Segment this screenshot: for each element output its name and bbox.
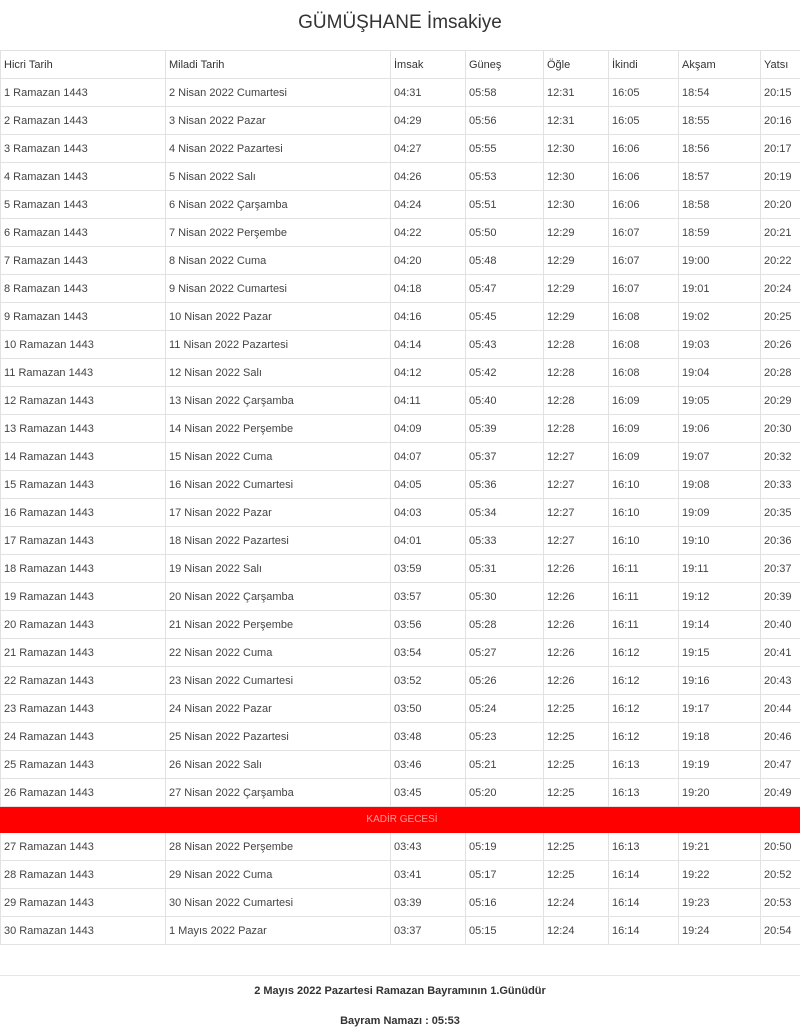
- cell-miladi: 23 Nisan 2022 Cumartesi: [166, 667, 391, 695]
- kadir-gecesi-label: KADİR GECESİ: [1, 807, 800, 833]
- cell-yatsi: 20:22: [761, 247, 800, 275]
- cell-ikindi: 16:11: [609, 583, 679, 611]
- cell-aksam: 18:59: [679, 219, 761, 247]
- cell-hicri: 3 Ramazan 1443: [1, 135, 166, 163]
- cell-miladi: 9 Nisan 2022 Cumartesi: [166, 275, 391, 303]
- cell-aksam: 18:55: [679, 107, 761, 135]
- cell-hicri: 6 Ramazan 1443: [1, 219, 166, 247]
- cell-hicri: 15 Ramazan 1443: [1, 471, 166, 499]
- cell-hicri: 19 Ramazan 1443: [1, 583, 166, 611]
- cell-hicri: 24 Ramazan 1443: [1, 723, 166, 751]
- cell-ogle: 12:29: [544, 247, 609, 275]
- cell-yatsi: 20:33: [761, 471, 800, 499]
- cell-gunes: 05:53: [466, 163, 544, 191]
- cell-ikindi: 16:13: [609, 779, 679, 807]
- cell-aksam: 19:22: [679, 861, 761, 889]
- cell-ogle: 12:25: [544, 833, 609, 861]
- cell-miladi: 30 Nisan 2022 Cumartesi: [166, 889, 391, 917]
- cell-hicri: 1 Ramazan 1443: [1, 79, 166, 107]
- cell-ogle: 12:28: [544, 359, 609, 387]
- cell-ogle: 12:27: [544, 527, 609, 555]
- cell-ikindi: 16:09: [609, 443, 679, 471]
- cell-ogle: 12:25: [544, 695, 609, 723]
- cell-hicri: 27 Ramazan 1443: [1, 833, 166, 861]
- cell-yatsi: 20:50: [761, 833, 800, 861]
- cell-miladi: 2 Nisan 2022 Cumartesi: [166, 79, 391, 107]
- cell-hicri: 23 Ramazan 1443: [1, 695, 166, 723]
- cell-imsak: 04:18: [391, 275, 466, 303]
- cell-ogle: 12:26: [544, 555, 609, 583]
- table-row: [1, 331, 800, 359]
- column-header-ikindi: İkindi: [609, 51, 679, 79]
- page-title: GÜMÜŞHANE İmsakiye: [298, 12, 502, 33]
- cell-miladi: 25 Nisan 2022 Pazartesi: [166, 723, 391, 751]
- cell-ogle: 12:26: [544, 639, 609, 667]
- cell-ikindi: 16:08: [609, 359, 679, 387]
- cell-imsak: 03:48: [391, 723, 466, 751]
- bayram-note: 2 Mayıs 2022 Pazartesi Ramazan Bayramının 1.Günüdür: [254, 985, 546, 997]
- cell-gunes: 05:20: [466, 779, 544, 807]
- column-header-aksam: Akşam: [679, 51, 761, 79]
- cell-imsak: 03:39: [391, 889, 466, 917]
- cell-aksam: 19:21: [679, 833, 761, 861]
- cell-gunes: 05:26: [466, 667, 544, 695]
- cell-hicri: 11 Ramazan 1443: [1, 359, 166, 387]
- cell-miladi: 13 Nisan 2022 Çarşamba: [166, 387, 391, 415]
- cell-gunes: 05:31: [466, 555, 544, 583]
- cell-hicri: 7 Ramazan 1443: [1, 247, 166, 275]
- cell-aksam: 19:17: [679, 695, 761, 723]
- cell-aksam: 19:02: [679, 303, 761, 331]
- cell-aksam: 19:15: [679, 639, 761, 667]
- cell-imsak: 03:52: [391, 667, 466, 695]
- cell-ogle: 12:26: [544, 611, 609, 639]
- table-row: [1, 639, 800, 667]
- cell-imsak: 03:43: [391, 833, 466, 861]
- cell-ikindi: 16:06: [609, 135, 679, 163]
- table-row: [1, 861, 800, 889]
- cell-ogle: 12:25: [544, 779, 609, 807]
- cell-miladi: 3 Nisan 2022 Pazar: [166, 107, 391, 135]
- cell-gunes: 05:47: [466, 275, 544, 303]
- cell-ogle: 12:31: [544, 79, 609, 107]
- cell-gunes: 05:24: [466, 695, 544, 723]
- cell-ogle: 12:26: [544, 667, 609, 695]
- cell-ikindi: 16:12: [609, 639, 679, 667]
- bayram-namazi: Bayram Namazı : 05:53: [340, 1015, 460, 1027]
- cell-yatsi: 20:52: [761, 861, 800, 889]
- cell-gunes: 05:43: [466, 331, 544, 359]
- cell-miladi: 24 Nisan 2022 Pazar: [166, 695, 391, 723]
- cell-yatsi: 20:36: [761, 527, 800, 555]
- cell-yatsi: 20:41: [761, 639, 800, 667]
- cell-ikindi: 16:14: [609, 917, 679, 945]
- cell-ikindi: 16:07: [609, 219, 679, 247]
- cell-imsak: 03:50: [391, 695, 466, 723]
- table-row: [1, 611, 800, 639]
- cell-ikindi: 16:06: [609, 163, 679, 191]
- cell-yatsi: 20:39: [761, 583, 800, 611]
- cell-miladi: 11 Nisan 2022 Pazartesi: [166, 331, 391, 359]
- cell-aksam: 19:00: [679, 247, 761, 275]
- cell-aksam: 19:11: [679, 555, 761, 583]
- cell-yatsi: 20:54: [761, 917, 800, 945]
- cell-imsak: 03:57: [391, 583, 466, 611]
- cell-ogle: 12:29: [544, 303, 609, 331]
- cell-yatsi: 20:15: [761, 79, 800, 107]
- table-row: [1, 471, 800, 499]
- cell-miladi: 19 Nisan 2022 Salı: [166, 555, 391, 583]
- cell-ogle: 12:28: [544, 331, 609, 359]
- cell-hicri: 8 Ramazan 1443: [1, 275, 166, 303]
- cell-aksam: 18:56: [679, 135, 761, 163]
- cell-aksam: 19:06: [679, 415, 761, 443]
- table-row: [1, 79, 800, 107]
- cell-gunes: 05:28: [466, 611, 544, 639]
- cell-hicri: 10 Ramazan 1443: [1, 331, 166, 359]
- cell-miladi: 27 Nisan 2022 Çarşamba: [166, 779, 391, 807]
- cell-yatsi: 20:16: [761, 107, 800, 135]
- cell-ogle: 12:25: [544, 751, 609, 779]
- table-row: [1, 583, 800, 611]
- cell-aksam: 19:18: [679, 723, 761, 751]
- table-row: [1, 667, 800, 695]
- imsakiye-table: [0, 50, 800, 945]
- cell-yatsi: 20:25: [761, 303, 800, 331]
- cell-gunes: 05:17: [466, 861, 544, 889]
- table-row: [1, 303, 800, 331]
- cell-ikindi: 16:07: [609, 247, 679, 275]
- table-row: [1, 695, 800, 723]
- cell-gunes: 05:58: [466, 79, 544, 107]
- cell-aksam: 19:24: [679, 917, 761, 945]
- column-header-imsak: İmsak: [391, 51, 466, 79]
- cell-ikindi: 16:10: [609, 499, 679, 527]
- table-row: [1, 723, 800, 751]
- cell-ikindi: 16:08: [609, 331, 679, 359]
- cell-ogle: 12:29: [544, 275, 609, 303]
- cell-ogle: 12:30: [544, 163, 609, 191]
- cell-hicri: 13 Ramazan 1443: [1, 415, 166, 443]
- cell-imsak: 03:54: [391, 639, 466, 667]
- table-row: [1, 889, 800, 917]
- cell-aksam: 19:07: [679, 443, 761, 471]
- cell-yatsi: 20:19: [761, 163, 800, 191]
- table-row: [1, 779, 800, 807]
- column-header-ogle: Öğle: [544, 51, 609, 79]
- cell-hicri: 26 Ramazan 1443: [1, 779, 166, 807]
- cell-miladi: 20 Nisan 2022 Çarşamba: [166, 583, 391, 611]
- cell-ogle: 12:24: [544, 889, 609, 917]
- cell-imsak: 04:05: [391, 471, 466, 499]
- table-row: [1, 499, 800, 527]
- cell-aksam: 19:20: [679, 779, 761, 807]
- cell-imsak: 04:27: [391, 135, 466, 163]
- cell-yatsi: 20:17: [761, 135, 800, 163]
- cell-yatsi: 20:26: [761, 331, 800, 359]
- cell-gunes: 05:19: [466, 833, 544, 861]
- cell-ikindi: 16:13: [609, 833, 679, 861]
- cell-hicri: 16 Ramazan 1443: [1, 499, 166, 527]
- cell-ogle: 12:25: [544, 723, 609, 751]
- table-row: [1, 163, 800, 191]
- cell-gunes: 05:15: [466, 917, 544, 945]
- cell-ogle: 12:30: [544, 191, 609, 219]
- cell-yatsi: 20:28: [761, 359, 800, 387]
- cell-gunes: 05:33: [466, 527, 544, 555]
- cell-imsak: 03:59: [391, 555, 466, 583]
- table-row: [1, 751, 800, 779]
- column-header-miladi: Miladi Tarih: [166, 51, 391, 79]
- cell-hicri: 21 Ramazan 1443: [1, 639, 166, 667]
- cell-ikindi: 16:12: [609, 695, 679, 723]
- column-header-yatsi: Yatsı: [761, 51, 800, 79]
- cell-yatsi: 20:49: [761, 779, 800, 807]
- cell-ikindi: 16:05: [609, 107, 679, 135]
- cell-yatsi: 20:32: [761, 443, 800, 471]
- cell-miladi: 1 Mayıs 2022 Pazar: [166, 917, 391, 945]
- cell-gunes: 05:39: [466, 415, 544, 443]
- cell-yatsi: 20:53: [761, 889, 800, 917]
- kadir-gecesi-row: [1, 807, 800, 833]
- cell-miladi: 22 Nisan 2022 Cuma: [166, 639, 391, 667]
- table-row: [1, 135, 800, 163]
- cell-ikindi: 16:11: [609, 555, 679, 583]
- cell-aksam: 19:16: [679, 667, 761, 695]
- cell-gunes: 05:23: [466, 723, 544, 751]
- cell-imsak: 04:22: [391, 219, 466, 247]
- table-row: [1, 191, 800, 219]
- cell-aksam: 19:01: [679, 275, 761, 303]
- cell-ogle: 12:29: [544, 219, 609, 247]
- cell-yatsi: 20:47: [761, 751, 800, 779]
- cell-aksam: 18:54: [679, 79, 761, 107]
- cell-yatsi: 20:43: [761, 667, 800, 695]
- cell-ogle: 12:28: [544, 415, 609, 443]
- cell-aksam: 19:14: [679, 611, 761, 639]
- cell-yatsi: 20:21: [761, 219, 800, 247]
- cell-ogle: 12:27: [544, 443, 609, 471]
- cell-gunes: 05:51: [466, 191, 544, 219]
- cell-ikindi: 16:14: [609, 889, 679, 917]
- cell-ogle: 12:27: [544, 499, 609, 527]
- table-row: [1, 219, 800, 247]
- cell-hicri: 25 Ramazan 1443: [1, 751, 166, 779]
- cell-ikindi: 16:12: [609, 723, 679, 751]
- cell-miladi: 18 Nisan 2022 Pazartesi: [166, 527, 391, 555]
- cell-ikindi: 16:13: [609, 751, 679, 779]
- cell-ikindi: 16:07: [609, 275, 679, 303]
- cell-aksam: 18:57: [679, 163, 761, 191]
- cell-gunes: 05:55: [466, 135, 544, 163]
- cell-ogle: 12:30: [544, 135, 609, 163]
- cell-ikindi: 16:11: [609, 611, 679, 639]
- table-row: [1, 415, 800, 443]
- cell-gunes: 05:34: [466, 499, 544, 527]
- cell-miladi: 26 Nisan 2022 Salı: [166, 751, 391, 779]
- cell-gunes: 05:21: [466, 751, 544, 779]
- cell-ogle: 12:27: [544, 471, 609, 499]
- cell-ikindi: 16:09: [609, 415, 679, 443]
- cell-hicri: 2 Ramazan 1443: [1, 107, 166, 135]
- cell-aksam: 18:58: [679, 191, 761, 219]
- cell-yatsi: 20:37: [761, 555, 800, 583]
- cell-gunes: 05:36: [466, 471, 544, 499]
- cell-ikindi: 16:06: [609, 191, 679, 219]
- cell-hicri: 22 Ramazan 1443: [1, 667, 166, 695]
- cell-imsak: 03:41: [391, 861, 466, 889]
- cell-imsak: 04:07: [391, 443, 466, 471]
- cell-ikindi: 16:10: [609, 471, 679, 499]
- cell-yatsi: 20:46: [761, 723, 800, 751]
- cell-imsak: 04:31: [391, 79, 466, 107]
- cell-aksam: 19:04: [679, 359, 761, 387]
- cell-imsak: 04:29: [391, 107, 466, 135]
- cell-gunes: 05:30: [466, 583, 544, 611]
- cell-hicri: 28 Ramazan 1443: [1, 861, 166, 889]
- cell-miladi: 7 Nisan 2022 Perşembe: [166, 219, 391, 247]
- table-header-row: [1, 51, 800, 79]
- cell-gunes: 05:42: [466, 359, 544, 387]
- table-row: [1, 443, 800, 471]
- cell-miladi: 12 Nisan 2022 Salı: [166, 359, 391, 387]
- cell-gunes: 05:16: [466, 889, 544, 917]
- cell-hicri: 4 Ramazan 1443: [1, 163, 166, 191]
- cell-imsak: 04:01: [391, 527, 466, 555]
- cell-ikindi: 16:05: [609, 79, 679, 107]
- cell-hicri: 30 Ramazan 1443: [1, 917, 166, 945]
- table-row: [1, 275, 800, 303]
- cell-aksam: 19:10: [679, 527, 761, 555]
- cell-yatsi: 20:29: [761, 387, 800, 415]
- cell-gunes: 05:40: [466, 387, 544, 415]
- cell-yatsi: 20:44: [761, 695, 800, 723]
- cell-hicri: 14 Ramazan 1443: [1, 443, 166, 471]
- cell-miladi: 17 Nisan 2022 Pazar: [166, 499, 391, 527]
- cell-yatsi: 20:20: [761, 191, 800, 219]
- cell-hicri: 20 Ramazan 1443: [1, 611, 166, 639]
- cell-gunes: 05:50: [466, 219, 544, 247]
- table-row: [1, 555, 800, 583]
- cell-imsak: 04:16: [391, 303, 466, 331]
- cell-aksam: 19:09: [679, 499, 761, 527]
- cell-yatsi: 20:35: [761, 499, 800, 527]
- cell-imsak: 03:46: [391, 751, 466, 779]
- cell-ogle: 12:25: [544, 861, 609, 889]
- divider: [0, 975, 800, 976]
- cell-gunes: 05:27: [466, 639, 544, 667]
- cell-ikindi: 16:09: [609, 387, 679, 415]
- cell-miladi: 4 Nisan 2022 Pazartesi: [166, 135, 391, 163]
- cell-hicri: 12 Ramazan 1443: [1, 387, 166, 415]
- cell-imsak: 04:20: [391, 247, 466, 275]
- cell-miladi: 29 Nisan 2022 Cuma: [166, 861, 391, 889]
- cell-imsak: 03:37: [391, 917, 466, 945]
- table-row: [1, 833, 800, 861]
- cell-hicri: 18 Ramazan 1443: [1, 555, 166, 583]
- cell-hicri: 17 Ramazan 1443: [1, 527, 166, 555]
- cell-imsak: 04:26: [391, 163, 466, 191]
- cell-aksam: 19:19: [679, 751, 761, 779]
- table-row: [1, 247, 800, 275]
- cell-miladi: 14 Nisan 2022 Perşembe: [166, 415, 391, 443]
- cell-aksam: 19:05: [679, 387, 761, 415]
- cell-miladi: 28 Nisan 2022 Perşembe: [166, 833, 391, 861]
- cell-imsak: 04:09: [391, 415, 466, 443]
- cell-ikindi: 16:14: [609, 861, 679, 889]
- cell-hicri: 29 Ramazan 1443: [1, 889, 166, 917]
- cell-ikindi: 16:12: [609, 667, 679, 695]
- cell-imsak: 04:11: [391, 387, 466, 415]
- cell-miladi: 10 Nisan 2022 Pazar: [166, 303, 391, 331]
- cell-aksam: 19:08: [679, 471, 761, 499]
- table-row: [1, 387, 800, 415]
- cell-aksam: 19:03: [679, 331, 761, 359]
- cell-ogle: 12:26: [544, 583, 609, 611]
- table-row: [1, 107, 800, 135]
- table-row: [1, 917, 800, 945]
- cell-ogle: 12:24: [544, 917, 609, 945]
- table-row: [1, 527, 800, 555]
- cell-imsak: 04:12: [391, 359, 466, 387]
- cell-imsak: 04:03: [391, 499, 466, 527]
- cell-imsak: 04:14: [391, 331, 466, 359]
- cell-yatsi: 20:30: [761, 415, 800, 443]
- column-header-gunes: Güneş: [466, 51, 544, 79]
- cell-miladi: 21 Nisan 2022 Perşembe: [166, 611, 391, 639]
- cell-hicri: 5 Ramazan 1443: [1, 191, 166, 219]
- cell-miladi: 15 Nisan 2022 Cuma: [166, 443, 391, 471]
- cell-gunes: 05:56: [466, 107, 544, 135]
- cell-imsak: 03:56: [391, 611, 466, 639]
- table-row: [1, 359, 800, 387]
- cell-ogle: 12:28: [544, 387, 609, 415]
- cell-miladi: 16 Nisan 2022 Cumartesi: [166, 471, 391, 499]
- cell-gunes: 05:45: [466, 303, 544, 331]
- cell-ikindi: 16:10: [609, 527, 679, 555]
- cell-ikindi: 16:08: [609, 303, 679, 331]
- cell-hicri: 9 Ramazan 1443: [1, 303, 166, 331]
- cell-aksam: 19:23: [679, 889, 761, 917]
- cell-yatsi: 20:40: [761, 611, 800, 639]
- cell-yatsi: 20:24: [761, 275, 800, 303]
- cell-miladi: 5 Nisan 2022 Salı: [166, 163, 391, 191]
- cell-imsak: 03:45: [391, 779, 466, 807]
- cell-miladi: 6 Nisan 2022 Çarşamba: [166, 191, 391, 219]
- cell-gunes: 05:37: [466, 443, 544, 471]
- cell-ogle: 12:31: [544, 107, 609, 135]
- cell-imsak: 04:24: [391, 191, 466, 219]
- cell-gunes: 05:48: [466, 247, 544, 275]
- cell-aksam: 19:12: [679, 583, 761, 611]
- column-header-hicri: Hicri Tarih: [1, 51, 166, 79]
- cell-miladi: 8 Nisan 2022 Cuma: [166, 247, 391, 275]
